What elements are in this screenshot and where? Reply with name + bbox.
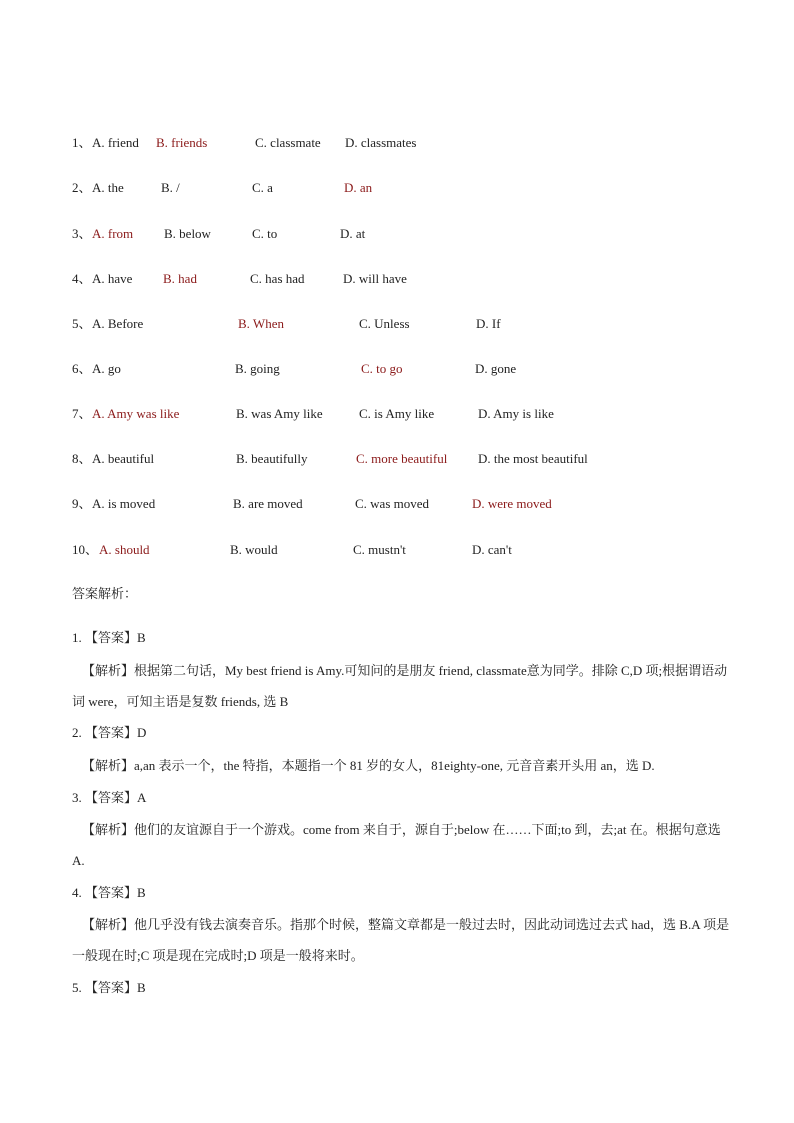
option-c: C. classmate [255, 135, 321, 150]
option-c: C. was moved [355, 496, 430, 511]
option-b: B. are moved [233, 496, 303, 511]
answer-label-3: 3. 【答案】A [72, 790, 147, 805]
option-b: B. beautifully [236, 451, 308, 466]
option-a: A. the [92, 180, 124, 195]
option-a: A. beautiful [92, 451, 155, 466]
option-d: D. the most beautiful [478, 451, 588, 466]
answer-section-title: 答案解析： [72, 586, 138, 601]
option-b: B. below [164, 226, 211, 241]
option-a: A. have [92, 271, 133, 286]
answer-label-4: 4. 【答案】B [72, 885, 146, 900]
option-b: B. would [230, 542, 278, 557]
answer-label-1: 1. 【答案】B [72, 630, 146, 645]
option-c: C. to go [361, 361, 403, 376]
answer-explanation-2: 【解析】a,an 表示一个，the 特指，本题指一个 81 岁的女人，81eighty-one, 元音音素开头用 an，选 D. [82, 758, 655, 773]
option-c: C. to [252, 226, 278, 241]
option-d: D. classmates [345, 135, 417, 150]
question-number: 10、 [72, 542, 99, 557]
option-b: B. was Amy like [236, 406, 323, 421]
answer-explanation-4: 【解析】他几乎没有钱去演奏音乐。指那个时候，整篇文章都是一般过去时，因此动词选过去式 had，选 B.A 项是一般现在时;C 项是现在完成时;D 项是一般将来时。 [72, 917, 730, 963]
option-b: B. When [238, 316, 284, 331]
answer-explanation-3: 【解析】他们的友谊源自于一个游戏。come from 来自于，源自于;below 在……下面;to 到，去;at 在。根据句意选 A. [72, 822, 721, 868]
answer-explanation-1: 【解析】根据第二句话，My best friend is Amy.可知问的是朋友 friend, classmate意为同学。排除 C,D 项;根据谓语动词 were，可知主语是复数 friends, 选 B [72, 663, 728, 709]
option-c: C. more beautiful [356, 451, 448, 466]
option-d: D. will have [343, 271, 407, 286]
option-a: A. should [99, 542, 150, 557]
option-d: D. Amy is like [478, 406, 554, 421]
option-b: B. / [161, 180, 180, 195]
question-number: 7、 [72, 406, 92, 421]
question-number: 8、 [72, 451, 92, 466]
option-b: B. friends [156, 135, 208, 150]
option-a: A. Before [92, 316, 144, 331]
option-c: C. has had [250, 271, 305, 286]
option-d: D. can't [472, 542, 512, 557]
option-c: C. is Amy like [359, 406, 435, 421]
question-number: 9、 [72, 496, 92, 511]
option-b: B. had [163, 271, 197, 286]
question-number: 3、 [72, 226, 92, 241]
answer-label-5: 5. 【答案】B [72, 980, 146, 995]
option-d: D. If [476, 316, 501, 331]
option-c: C. Unless [359, 316, 410, 331]
option-c: C. a [252, 180, 273, 195]
option-a: A. friend [92, 135, 139, 150]
option-a: A. is moved [92, 496, 156, 511]
option-d: D. at [340, 226, 366, 241]
question-number: 1、 [72, 135, 92, 150]
answer-label-2: 2. 【答案】D [72, 725, 147, 740]
option-b: B. going [235, 361, 280, 376]
option-a: A. Amy was like [92, 406, 180, 421]
question-number: 2、 [72, 180, 92, 195]
option-c: C. mustn't [353, 542, 406, 557]
option-d: D. gone [475, 361, 517, 376]
option-d: D. were moved [472, 496, 552, 511]
option-a: A. from [92, 226, 134, 241]
option-a: A. go [92, 361, 121, 376]
question-number: 5、 [72, 316, 92, 331]
question-number: 4、 [72, 271, 92, 286]
question-number: 6、 [72, 361, 92, 376]
option-d: D. an [344, 180, 373, 195]
